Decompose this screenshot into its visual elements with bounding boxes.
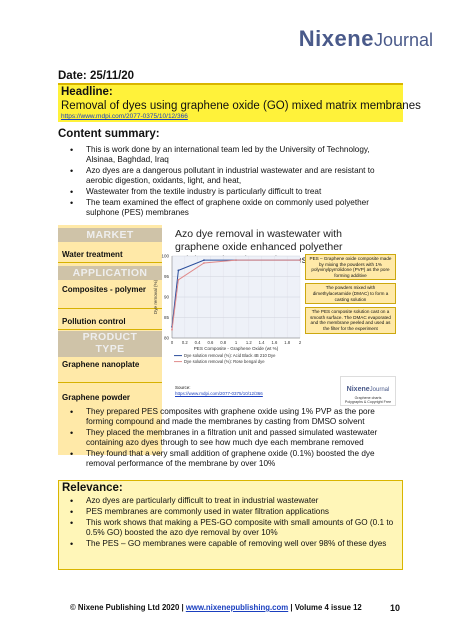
product-item: Graphene nanoplate [62,360,140,369]
application-item: Composites - polymer [62,285,147,294]
x-tick-label: 0.6 [207,340,214,345]
chart-grid [172,256,300,338]
market-heading: MARKET [58,228,162,242]
sidebar-divider [58,329,162,330]
application-item: Pollution control [62,317,126,326]
article-date: Date: 25/11/20 [58,70,135,82]
content-summary-list [70,145,400,219]
x-tick-label: 2 [298,340,302,345]
logo-brand: Nixene [298,26,374,51]
x-tick-label: 0.4 [194,340,201,345]
list-item: • Wastewater from the textile industry is particularly difficult to treat [70,187,400,197]
headline-title: Removal of dyes using graphene oxide (GO) mixed matrix membranes [61,100,421,112]
list-item: • Azo dyes are a dangerous pollutant in industrial wastewater and are resistant to aerobic digestion, oxidants, light, and heat, [70,166,400,186]
sidebar-divider [58,308,162,309]
product-item: Graphene powder [62,393,131,402]
data-point [178,279,180,281]
headline-label: Headline: [61,86,113,98]
page-footer [70,603,362,612]
relevance-list [70,496,395,550]
legend-label: Dye solution removal (%): Rose bengal dye [184,359,265,364]
source-label: Source: [175,385,191,390]
x-tick-label: 1.2 [245,340,252,345]
footer-website-link[interactable]: www.nixenepublishing.com [185,603,289,612]
footer-issue: | Volume 4 issue 12 [290,603,362,612]
process-note: The PES composite solution cast on a smooth surface. The DMAC evaporated and the membrane peeled and used as the filter for the experiment [305,307,396,333]
page-number: 10 [390,603,401,613]
list-item: • This is work done by an international team led by the University of Technology, Alsinaa, Baghdad, Iraq [70,145,400,165]
findings-list [70,407,400,470]
legend-label: Dye solution removal (%): Acid Black 4B 210 Dye [184,353,276,358]
product-heading-line: TYPE [95,343,125,355]
chart-source [175,385,263,397]
x-tick-label: 1 [234,340,238,345]
product-type-heading [58,331,162,357]
logo-sub: Journal [373,30,433,50]
list-item: • The team examined the effect of graphene oxide on commonly used polyether sulphone (PES) membranes [70,198,400,218]
dye-removal-chart [150,252,305,382]
data-point [203,262,205,264]
chart-logo-line: Graphene charts [354,396,382,400]
list-item: • This work shows that making a PES-GO composite with small amounts of GO (0.1 to 0.5% GO) boosted the azo dye removal by over 10% [70,518,395,538]
data-point [203,259,205,261]
x-tick-label: 1.4 [258,340,265,345]
application-heading: APPLICATION [58,266,162,280]
process-notes [305,254,396,337]
relevance-title: Relevance: [62,482,123,494]
journal-logo [299,26,433,52]
data-point [299,259,301,261]
data-point [171,329,173,331]
footer-separator: | [181,603,184,612]
x-tick-label: 1.6 [271,340,278,345]
x-tick-label: 0 [170,340,174,345]
list-item: • They placed the membranes in a filtration unit and passed simulated wastewater containing azo dyes through to see how much dye each membrane removed [70,428,400,448]
x-tick-label: 0.8 [220,340,227,345]
data-point [235,259,237,261]
chart-title: Azo dye removal in wastewater with graphene oxide enhanced polyether [175,228,343,253]
sidebar-divider [58,382,162,383]
process-note: PES – Graphene oxide composite made by mixing the powders with 1% polyvinylpyrrolidone (PVP) as the pore forming additive [305,254,396,280]
y-tick-label: 90 [163,294,169,300]
data-point [178,269,180,271]
y-axis-label: Dye removal (%) [153,279,158,315]
list-item: • Azo dyes are particularly difficult to treat in industrial wastewater [70,496,395,506]
chart-legend [174,353,276,364]
footer-copyright: © Nixene Publishing Ltd 2020 [70,603,180,612]
headline-link[interactable]: https://www.mdpi.com/2077-0375/10/12/366 [61,113,188,120]
y-tick-label: 80 [163,335,169,341]
y-tick-label: 95 [163,274,169,279]
x-tick-label: 0.2 [181,340,188,345]
process-note: The powders mixed with dimethylacetamide (DMAC) to form a casting solution [305,283,396,304]
list-item: • They found that a very small addition of graphene oxide (0.1%) boosted the dye removal performance of the membrane by over 10% [70,449,400,469]
market-item: Water treatment [62,250,123,259]
source-link[interactable]: https://www.mdpi.com/2077-0375/10/12/366 [175,391,263,396]
headline-box [58,85,421,122]
chart-logo [340,376,396,406]
chart-logo-brand: Nixene [346,386,370,393]
list-item: • The PES – GO membranes were capable of removing well over 98% of these dyes [70,539,395,549]
y-tick-label: 85 [163,315,169,320]
product-heading-line: PRODUCT [82,331,138,343]
y-tick-label: 100 [161,253,169,259]
content-summary-title: Content summary: [58,128,160,140]
list-item: • They prepared PES composites with graphene oxide using 1% PVP as the pore forming compound and made the membranes by casting from DMSO solvent [70,407,400,427]
chart-logo-line: Polygraphs & Copyright Free [344,400,392,404]
x-axis-label: PES Composite - Graphene Oxide (wt %) [193,346,279,351]
chart-logo-sub: Journal [369,387,390,393]
x-tick-label: 1.8 [284,340,291,345]
sidebar-divider [58,262,162,263]
list-item: • PES membranes are commonly used in water filtration applications [70,507,395,517]
